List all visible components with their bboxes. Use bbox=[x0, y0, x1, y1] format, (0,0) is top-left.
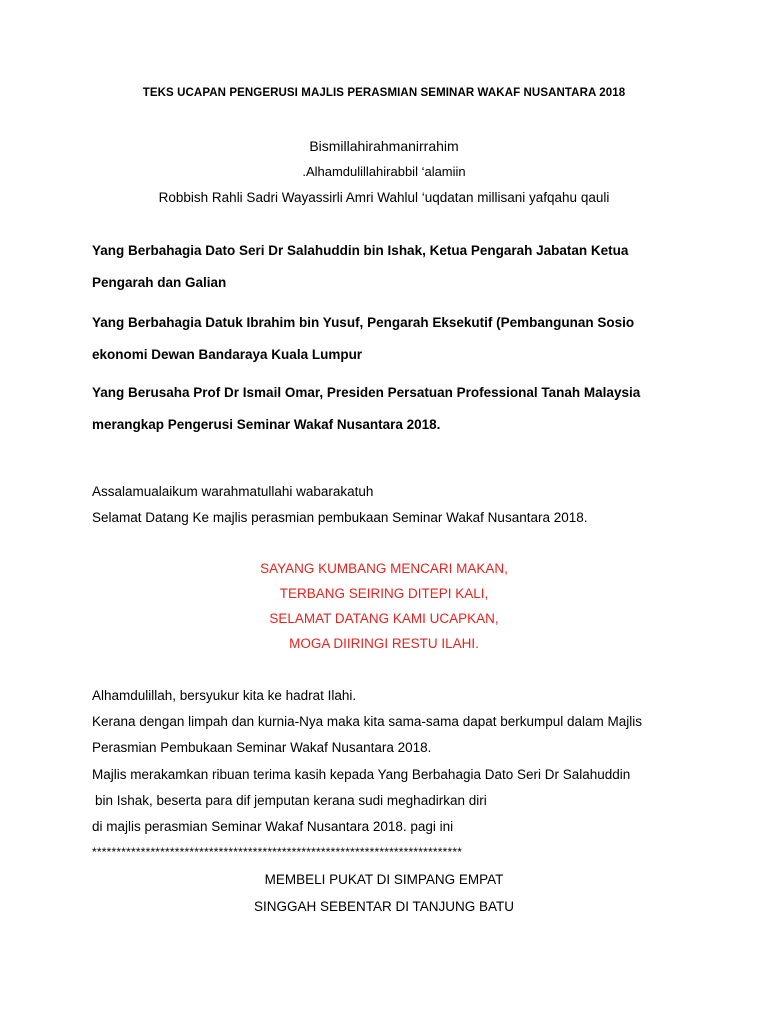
pantun-black-line-1: MEMBELI PUKAT DI SIMPANG EMPAT bbox=[264, 872, 504, 887]
body-line-3: Perasmian Pembukaan Seminar Wakaf Nusantara 2018. bbox=[92, 740, 432, 755]
pantun-black-line-2: SINGGAH SEBENTAR DI TANJUNG BATU bbox=[253, 899, 515, 914]
addressee-3: Yang Berusaha Prof Dr Ismail Omar, Presiden Persatuan Professional Tanah Malaysia merangkap Pengerusi Seminar Wakaf Nusantara 2018. bbox=[92, 385, 641, 432]
asterisk-separator: **************************************************************************** bbox=[92, 845, 463, 859]
salam-line: Assalamualaikum warahmatullahi wabarakatuh bbox=[92, 484, 374, 499]
welcome-line: Selamat Datang Ke majlis perasmian pembukaan Seminar Wakaf Nusantara 2018. bbox=[92, 510, 588, 525]
pantun-red-line-1: SAYANG KUMBANG MENCARI MAKAN, bbox=[260, 561, 508, 576]
alhamdulillah-line: .Alhamdulillahirabbil ‘alamiin bbox=[302, 164, 466, 179]
bismillah-line: Bismillahirahmanirrahim bbox=[309, 138, 459, 154]
pantun-red-line-3: SELAMAT DATANG KAMI UCAPKAN, bbox=[269, 611, 499, 626]
body-line-2: Kerana dengan limpah dan kurnia-Nya maka kita sama-sama dapat berkumpul dalam Majlis bbox=[92, 714, 643, 729]
addressee-2: Yang Berbahagia Datuk Ibrahim bin Yusuf, Pengarah Eksekutif (Pembangunan Sosio ekonomi Dewan Bandaraya Kuala Lumpur bbox=[92, 315, 635, 362]
addressee-1: Yang Berbahagia Dato Seri Dr Salahuddin bin Ishak, Ketua Pengarah Jabatan Ketua Pengarah dan Galian bbox=[92, 243, 629, 290]
body-line-1: Alhamdulillah, bersyukur kita ke hadrat Ilahi. bbox=[92, 688, 357, 703]
pantun-red-line-2: TERBANG SEIRING DITEPI KALI, bbox=[279, 586, 489, 601]
robbish-line: Robbish Rahli Sadri Wayassirli Amri Wahlul ‘uqdatan millisani yafqahu qauli bbox=[158, 190, 610, 205]
document-title: TEKS UCAPAN PENGERUSI MAJLIS PERASMIAN SEMINAR WAKAF NUSANTARA 2018 bbox=[142, 87, 626, 99]
pantun-red-line-4: MOGA DIIRINGI RESTU ILAHI. bbox=[289, 636, 479, 651]
body-line-5: bin Ishak, beserta para dif jemputan kerana sudi meghadirkan diri bbox=[95, 793, 487, 808]
body-line-6: di majlis perasmian Seminar Wakaf Nusantara 2018. pagi ini bbox=[92, 819, 454, 834]
body-line-4: Majlis merakamkan ribuan terima kasih kepada Yang Berbahagia Dato Seri Dr Salahuddin bbox=[92, 767, 631, 782]
